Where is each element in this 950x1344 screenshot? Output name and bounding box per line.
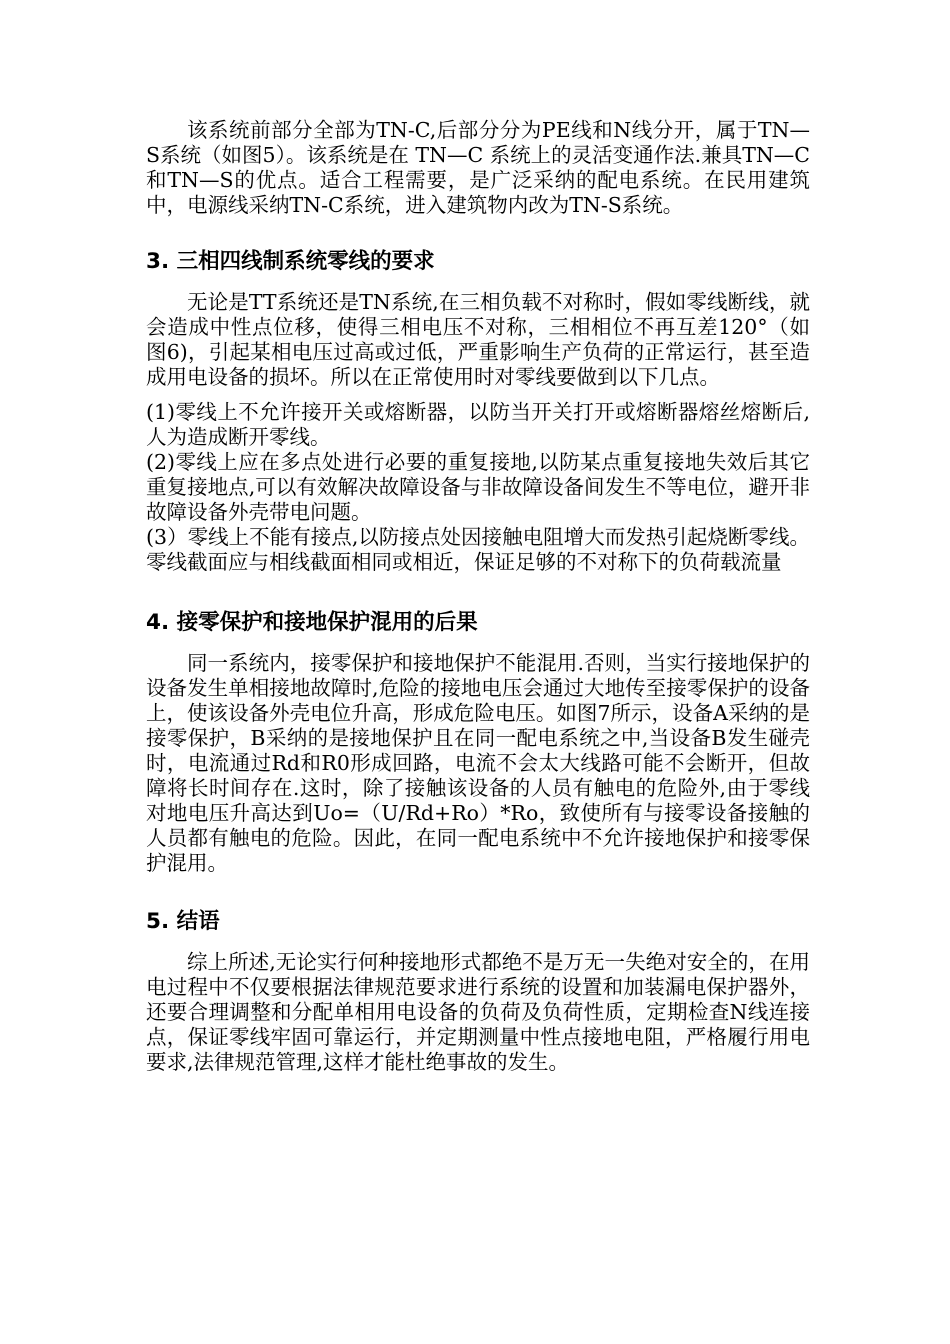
intro-paragraph: 该系统前部分全部为TN-C,后部分分为PE线和N线分开，属于TN—S系统（如图5）。该系统是在 TN—C 系统上的灵活变通作法.兼具TN—C和TN—S的优点。适合工程需要，是广泛采纳的配电系统。在民用建筑中，电源线采纳TN-C系统，进入建筑物内改为TN-S系统。 — [146, 118, 810, 217]
section-4-paragraph: 同一系统内，接零保护和接地保护不能混用.否则，当实行接地保护的设备发生单相接地故障时,危险的接地电压会通过大地传至接零保护的设备上，使该设备外壳电位升高，形成危险电压。如图7所示，设备A采纳的是接零保护，B采纳的是接地保护且在同一配电系统之中,当设备B发生碰壳时，电流通过Rd和R0形成回路，电流不会太大线路可能不会断开，但故障将长时间存在.这时，除了接触该设备的人员有触电的危险外,由于零线对地电压升高达到Uo=（U/Rd+Ro）*Ro，致使所有与接零设备接触的人员都有触电的危险。因此，在同一配电系统中不允许接地保护和接零保护混用。 — [146, 651, 810, 875]
document-page — [146, 118, 810, 1075]
list-item: (1)零线上不允许接开关或熔断器，以防当开关打开或熔断器熔丝熔断后,人为造成断开零线。 — [146, 400, 810, 449]
list-item: (2)零线上应在多点处进行必要的重复接地,以防某点重复接地失效后其它重复接地点,可以有效解决故障设备与非故障设备间发生不等电位，避开非故障设备外壳带电问题。 — [146, 450, 810, 524]
section-3-heading: 3. 三相四线制系统零线的要求 — [146, 249, 435, 274]
section-5-heading: 5. 结语 — [146, 909, 220, 934]
section-4-heading: 4. 接零保护和接地保护混用的后果 — [146, 610, 478, 635]
list-item: (3）零线上不能有接点,以防接点处因接触电阻增大而发热引起烧断零线。零线截面应与相线截面相同或相近，保证足够的不对称下的负荷载流量 — [146, 525, 810, 574]
section-5-paragraph: 综上所述,无论实行何种接地形式都绝不是万无一失绝对安全的，在用电过程中不仅要根据法律规范要求进行系统的设置和加装漏电保护器外，还要合理调整和分配单相用电设备的负荷及负荷性质，定期检查N线连接点，保证零线牢固可靠运行，并定期测量中性点接地电阻，严格履行用电要求,法律规范管理,这样才能杜绝事故的发生。 — [146, 950, 810, 1074]
section-3-list — [146, 400, 810, 575]
section-3-paragraph: 无论是TT系统还是TN系统,在三相负载不对称时，假如零线断线，就会造成中性点位移，使得三相电压不对称，三相相位不再互差120°（如图6)，引起某相电压过高或过低，严重影响生产负荷的正常运行，甚至造成用电设备的损坏。所以在正常使用时对零线要做到以下几点。 — [146, 290, 810, 389]
